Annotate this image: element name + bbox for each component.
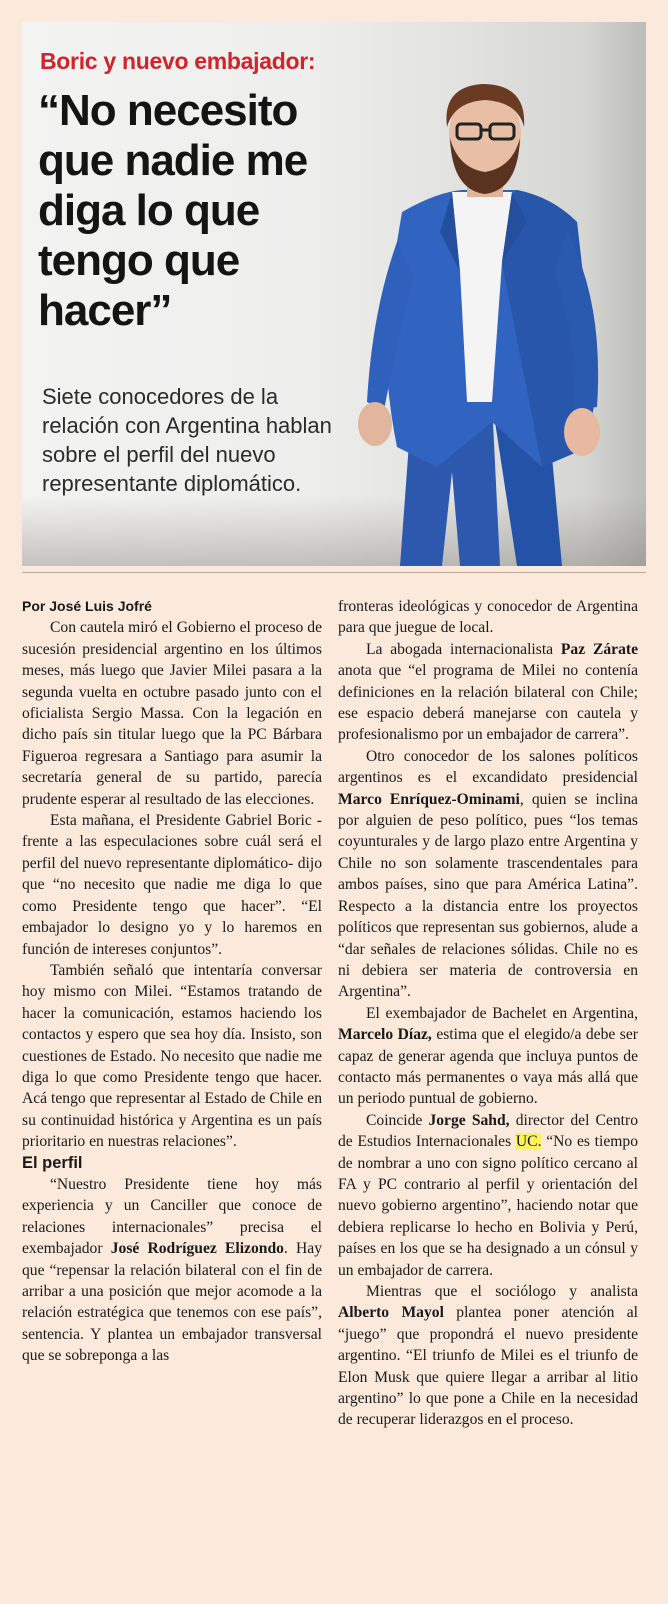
- text-run: “Nuestro Presidente tiene hoy más experiencia y un Canciller que conoce de relaciones internacionales” precisa el exembajador: [22, 1175, 322, 1258]
- text-run: Otro conocedor de los salones políticos argentinos es el excandidato presidencial: [338, 747, 638, 787]
- text-run: plantea poner atención al “juego” que propondrá el nuevo presidente argentino. “El triunfo de Milei es el triunfo de Elon Musk que quiere llegar a arribar al litio argentino” lo que pone a Chile en la necesidad de recuperar liderazgos en el proceso.: [338, 1304, 638, 1429]
- hero-photo: [342, 72, 642, 566]
- text-run: anota que “el programa de Milei no contenía definiciones en la relación bilateral con Chile; ese espacio deberá manejarse con cautela y profesionalismo por un embajador de carrera”.: [338, 662, 638, 744]
- paragraph: [22, 1174, 322, 1367]
- source-name: Marco Enríquez-Ominami: [338, 790, 520, 808]
- source-name: Marcelo Díaz,: [338, 1026, 432, 1044]
- text-run: . Hay que “repensar la relación bilateral con el fin de arribar a una posición que mejor acomode a la relación estratégica que tenemos con ese país”, sentencia. Y plantea un embajador transversal que se sobreponga a las: [22, 1240, 322, 1365]
- paragraph: fronteras ideológicas y conocedor de Argentina para que juegue de local.: [338, 598, 638, 637]
- highlighted-text: UC.: [515, 1133, 542, 1151]
- section-divider: [22, 572, 646, 573]
- source-name: Jorge Sahd,: [428, 1111, 510, 1129]
- source-name: José Rodríguez Elizondo: [110, 1240, 284, 1258]
- text-run: El exembajador de Bachelet en Argentina,: [366, 1004, 638, 1022]
- byline: Por José Luis Jofré: [22, 598, 152, 614]
- text-run: “No es tiempo de nombrar a uno con signo político cercano al FA y PC contrario al perfil y orientación del nuevo gobierno argentino”, haciendo notar que debiera replicarse lo hecho en Bolivia y Perú, países en los que se ha designado a un cónsul y un embajador de carrera.: [338, 1133, 638, 1279]
- source-name: Alberto Mayol: [338, 1304, 444, 1322]
- paragraph: [338, 1003, 638, 1110]
- paragraph: También señaló que intentaría conversar hoy mismo con Milei. “Estamos tratando de hacer la comunicación, estamos haciendo los contactos y espero que sea hoy día. Insisto, son cuestiones de Estado. No necesito que nadie me diga lo que como Presidente tengo que hacer. Acá tengo que representar al Estado de Chile en su continuidad histórica y Argentina es un país prioritario en nuestras relaciones”.: [22, 961, 322, 1151]
- paragraph: Con cautela miró el Gobierno el proceso de sucesión presidencial argentino en los últimos meses, más luego que Javier Milei pasara a la segunda vuelta en octubre pasado junto con el oficialista Sergio Massa. Con la legación en dicho país sin titular luego que la PC Bárbara Figueroa regresara a Santiago para asumir la secretaría general de su partido, parecía prudente esperar al resultado de las elecciones.: [22, 619, 322, 808]
- headline: “No necesito que nadie me diga lo que tengo que hacer”: [38, 86, 308, 335]
- paragraph: [338, 1110, 638, 1281]
- paragraph: [338, 1281, 638, 1431]
- article-column-left: [22, 596, 322, 1367]
- hero-banner: [22, 22, 646, 566]
- kicker: Boric y nuevo embajador:: [40, 48, 316, 74]
- paragraph: Esta mañana, el Presidente Gabriel Boric -frente a las especulaciones sobre cuál será el perfil del nuevo representante diplomático- dijo que “no necesito que nadie me diga lo que como Presidente tengo que hacer”. “El embajador lo designo yo y lo haremos en función de intereses conjuntos”.: [22, 812, 322, 958]
- text-run: Mientras que el sociólogo y analista: [366, 1283, 638, 1300]
- subheadline: Siete conocedores de la relación con Argentina hablan sobre el perfil del nuevo representante diplomático.: [42, 384, 332, 496]
- text-run: estima que el elegido/a debe ser capaz de generar agenda que incluya puntos de contacto más permanentes o vaya más allá que un periodo puntual de gobierno.: [338, 1026, 638, 1108]
- text-run: director del Centro de Estudios Internacionales: [338, 1111, 638, 1151]
- source-name: Paz Zárate: [560, 640, 638, 658]
- article-column-right: [338, 596, 638, 1431]
- text-run: , quien se inclina por alguien de peso político, pues “los temas coyunturales y de largo plazo entre Argentina y Chile no son solamente trascendentales para ambos países, sino que para América Latina”. Respecto a la distancia entre los proyectos políticos que representan sus gobiernos, alude a “dar señales de relaciones sólidas. Chile no es ni debiera ser materia de controversia en Argentina”.: [338, 790, 638, 1001]
- paragraph: [338, 746, 638, 1003]
- text-run: Coincide: [366, 1111, 429, 1129]
- section-heading: El perfil: [22, 1153, 83, 1172]
- paragraph: [338, 639, 638, 746]
- text-run: La abogada internacionalista: [366, 640, 561, 658]
